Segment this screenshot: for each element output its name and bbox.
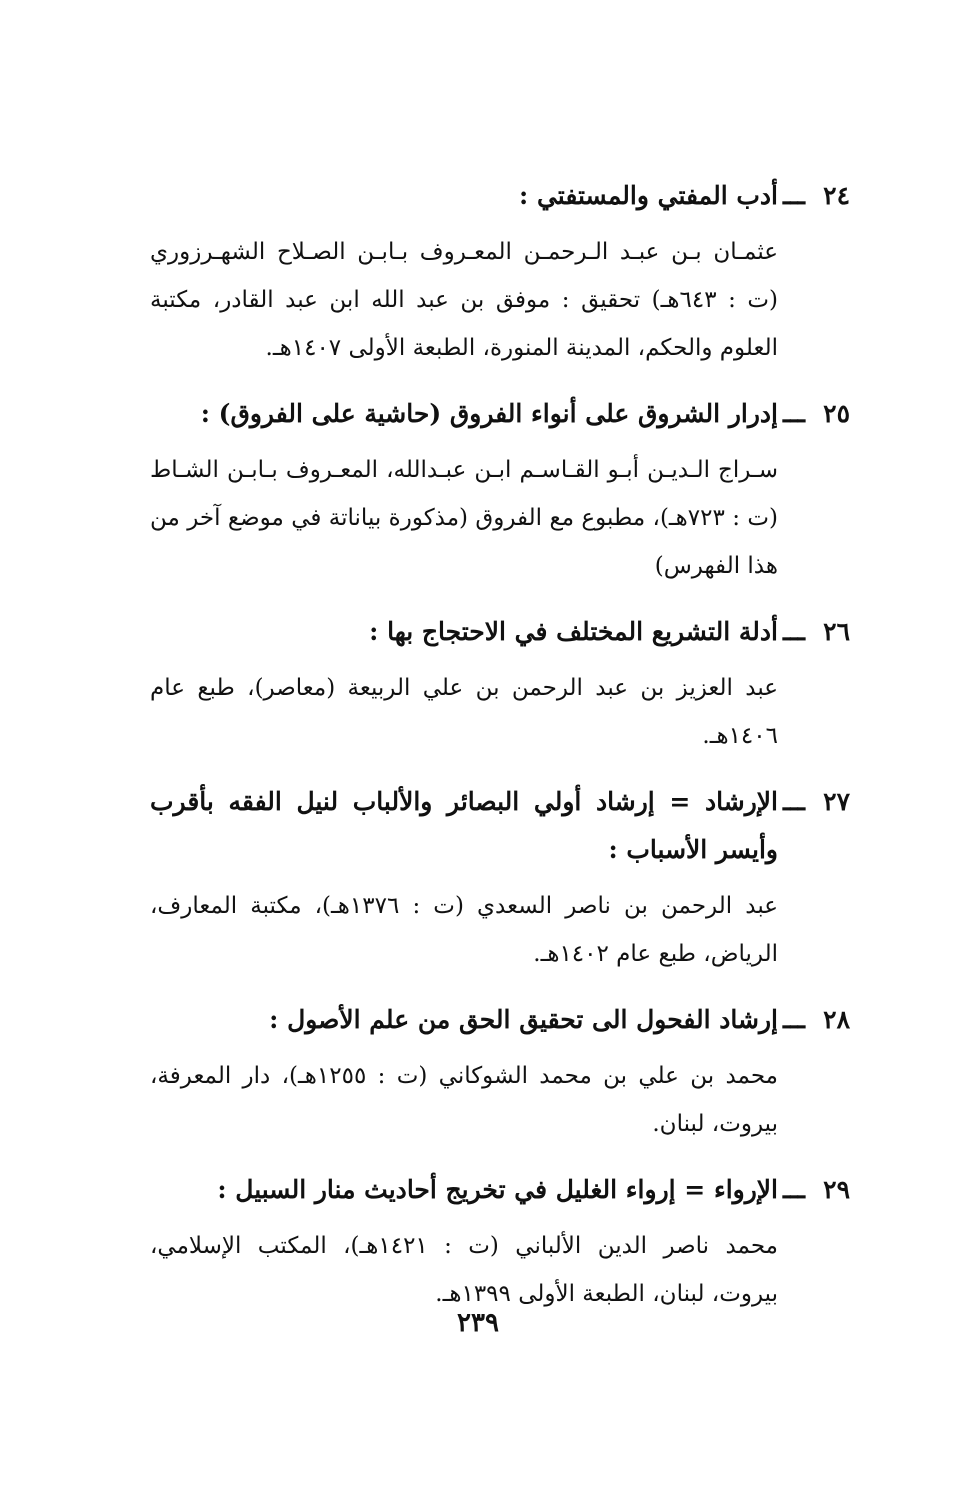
page-number: ٢٣٩ [457,1308,499,1338]
entry-heading [150,390,850,438]
bibliography-entry-25 [150,390,850,590]
entry-title: الإرواء = إرواء الغليل في تخريج أحاديث منار السبيل : [217,1175,778,1204]
entry-body: محمد بن علي بن محمد الشوكاني (ت : ١٢٥٥هـ)، دار المعرفة، بيروت، لبنان. [150,1063,779,1137]
bibliography-entry-27 [150,778,850,978]
entry-body: عثمـان بـن عبـد الـرحمـن المعـروف بـابـن الصـلاح الشهـرزوري (ت : ٦٤٣هـ) تحقيق : موفق بن عبد الله ابن عبد القادر، مكتبة العلوم والحكم، المدينة المنورة، الطبعة الأولى ١٤٠٧هـ. [150,239,779,361]
entry-title: الإرشاد = إرشاد أولي البصائر والألباب لنيل الفقه بأقرب وأيسر الأسباب : [150,787,778,864]
entry-dash: ـــ [783,181,805,210]
entry-title: أدلة التشريع المختلف في الاحتجاج بها : [369,617,778,646]
entry-number: ٢٤ [823,181,850,210]
entry-number: ٢٩ [823,1175,850,1204]
entry-body: عبد العزيز بن عبد الرحمن بن علي الربيعة (معاصر)، طبع عام ١٤٠٦هـ. [150,675,778,749]
entry-dash: ـــ [783,787,805,816]
entry-heading [150,608,850,656]
entry-title: أدب المفتي والمستفتي : [519,181,778,210]
entry-title: إرشاد الفحول الى تحقيق الحق من علم الأصول : [269,1005,778,1034]
entry-dash: ـــ [783,1005,805,1034]
entry-dash: ـــ [783,399,805,428]
bibliography-list [150,172,850,1336]
entry-number: ٢٨ [823,1005,850,1034]
entry-dash: ـــ [783,1175,805,1204]
entry-heading [150,172,850,220]
entry-body: عبد الرحمن بن ناصر السعدي (ت : ١٣٧٦هـ)، مكتبة المعارف، الرياض، طبع عام ١٤٠٢هـ. [150,893,778,967]
bibliography-entry-29 [150,1166,850,1318]
entry-number: ٢٦ [823,617,850,646]
entry-heading [150,778,850,874]
entry-number: ٢٧ [823,787,850,816]
entry-dash: ـــ [783,617,805,646]
entry-number: ٢٥ [823,399,850,428]
entry-body: سـراج الـديـن أبـو القـاسـم ابـن عبـدالله، المعـروف بـابـن الشـاط (ت : ٧٢٣هـ)، مطبوع مع الفروق (مذكورة بياناتة في موضع آخر من هذا الفهرس) [150,457,778,579]
bibliography-entry-28 [150,996,850,1148]
entry-heading [150,1166,850,1214]
entry-title: إدرار الشروق على أنواء الفروق (حاشية على الفروق) : [200,399,778,428]
entry-heading [150,996,850,1044]
bibliography-entry-24 [150,172,850,372]
entry-body: محمد ناصر الدين الألباني (ت : ١٤٢١هـ)، المكتب الإسلامي، بيروت، لبنان، الطبعة الأولى ١٣٩٩هـ. [150,1233,778,1307]
bibliography-entry-26 [150,608,850,760]
